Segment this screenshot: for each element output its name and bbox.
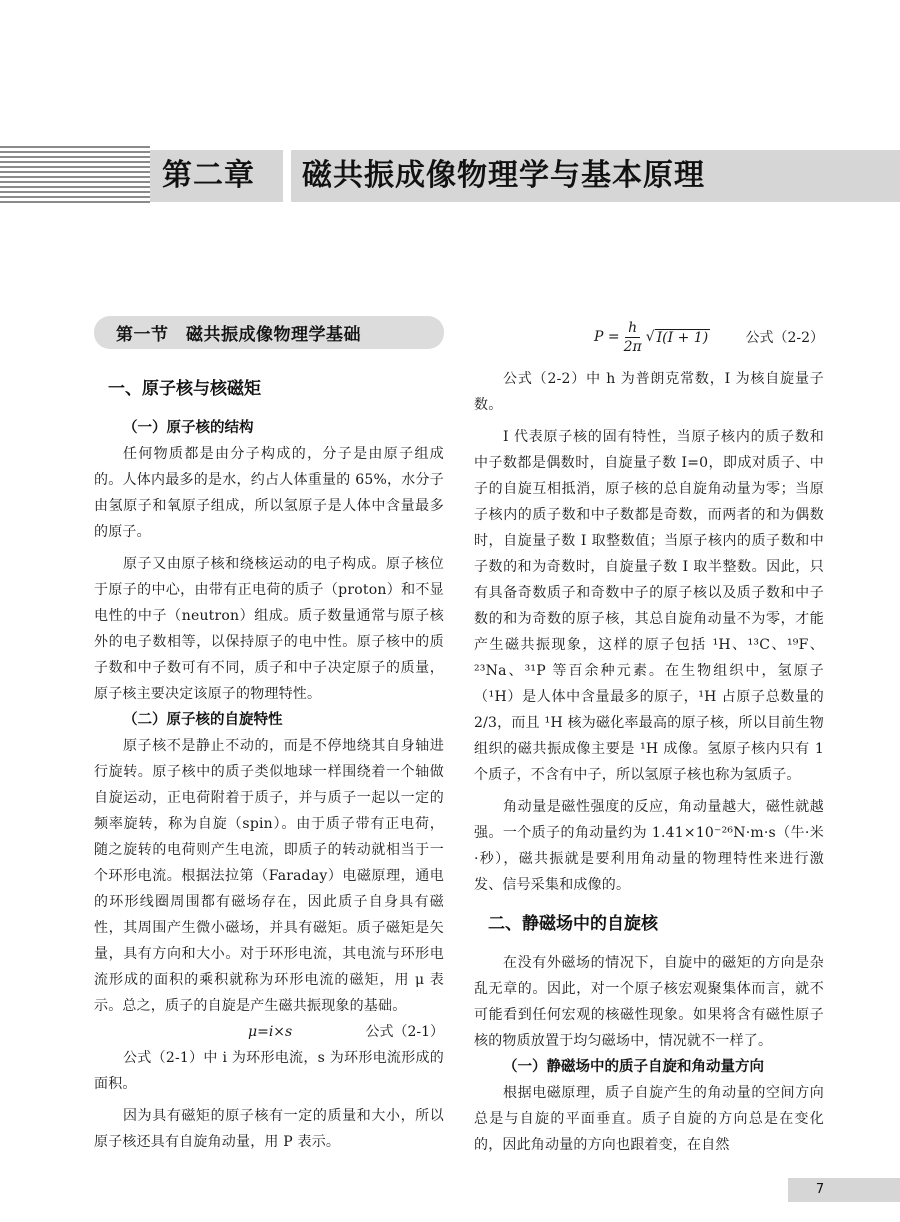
paragraph: 任何物质都是由分子构成的，分子是由原子组成的。人体内最多的是水，约占人体重量的 65%，水分子由氢原子和氧原子组成，所以氢原子是人体中含量最多的原子。 bbox=[94, 446, 444, 540]
chapter-number: 第二章 bbox=[162, 158, 255, 193]
page-number-box bbox=[788, 1178, 900, 1202]
paragraph: 公式（2-1）中 i 为环形电流，s 为环形电流形成的面积。 bbox=[94, 1050, 444, 1092]
heading-nucleus-magnetic-moment: 一、原子核与核磁矩 bbox=[108, 379, 261, 399]
heading-spin-in-static-field: 二、静磁场中的自旋核 bbox=[488, 914, 658, 934]
formula-2-2-sqrt bbox=[646, 329, 710, 346]
paragraph: 原子核不是静止不动的，而是不停地绕其自身轴进行旋转。原子核中的质子类似地球一样围绕着一个轴做自旋运动，正电荷附着于质子，并与质子一起以一定的频率旋转，称为自旋（spin）。由于质子带有正电荷，随之旋转的电荷则产生电流，即质子的转动就相当于一个环形电流。根据法拉第（Faraday）电磁原理，通电的环形线圈周围都有磁场存在，因此质子自身具有磁性，其周围产生微小磁场，并具有磁矩。质子磁矩是矢量，具有方向和大小。对于环形电流，其电流与环形电流形成的面积的乘积就称为环形电流的磁矩，用 μ 表示。总之，质子的自旋是产生磁共振现象的基础。 bbox=[94, 738, 444, 1014]
section-heading bbox=[94, 316, 444, 349]
page-number: 7 bbox=[815, 1182, 825, 1197]
paragraph: 原子又由原子核和绕核运动的电子构成。原子核位于原子的中心，由带有正电荷的质子（proton）和不显电性的中子（neutron）组成。质子数量通常与原子核外的电子数相等，以保持原子的电中性。原子核中的质子数和中子数可有不同，质子和中子决定原子的质量，原子核主要决定该原子的物理特性。 bbox=[94, 556, 444, 702]
formula-2-2-lhs: P = bbox=[594, 329, 620, 345]
formula-2-2 bbox=[474, 314, 824, 360]
subheading-nucleus-structure: （一）原子核的结构 bbox=[123, 419, 254, 436]
formula-2-1 bbox=[94, 1019, 444, 1045]
paragraph: 公式（2-2）中 h 为普朗克常数，I 为核自旋量子数。 bbox=[474, 371, 824, 413]
paragraph: 角动量是磁性强度的反应，角动量越大，磁性就越强。一个质子的角动量约为 1.41×10⁻²⁶N·m·s（牛·米·秒），磁共振就是要利用角动量的物理特性来进行激发、信号采集和成像的。 bbox=[474, 799, 824, 893]
paragraph: 在没有外磁场的情况下，自旋中的磁矩的方向是杂乱无章的。因此，对一个原子核宏观聚集体而言，就不可能看到任何宏观的核磁性现象。如果将含有磁性原子核的物质放置于均匀磁场中，情况就不一样了。 bbox=[474, 955, 824, 1049]
formula-2-2-equation bbox=[594, 319, 710, 356]
chapter-title: 磁共振成像物理学与基本原理 bbox=[302, 158, 705, 193]
formula-2-2-numerator: h bbox=[625, 319, 640, 338]
formula-2-2-denominator: 2π bbox=[623, 338, 642, 355]
subheading-proton-spin-direction: （一）静磁场中的质子自旋和角动量方向 bbox=[503, 1058, 764, 1075]
paragraph: 根据电磁原理，质子自旋产生的角动量的空间方向总是与自旋的平面垂直。质子自旋的方向总是在变化的，因此角动量的方向也跟着变，在自然 bbox=[474, 1085, 824, 1153]
left-column bbox=[94, 316, 444, 1155]
right-column bbox=[474, 314, 824, 1158]
formula-2-1-label: 公式（2-1） bbox=[365, 1024, 444, 1040]
chapter-header-divider bbox=[283, 150, 291, 202]
formula-2-2-fraction bbox=[624, 319, 642, 356]
chapter-stripe-decoration bbox=[0, 146, 150, 206]
formula-2-1-equation: μ=i×s bbox=[248, 1024, 293, 1040]
sqrt-sign-icon: √ bbox=[645, 329, 655, 345]
subheading-nucleus-spin: （二）原子核的自旋特性 bbox=[123, 711, 283, 728]
paragraph: 因为具有磁矩的原子核有一定的质量和大小，所以原子核还具有自旋角动量，用 P 表示。 bbox=[94, 1108, 444, 1150]
formula-2-2-radicand: I(I + 1) bbox=[656, 329, 709, 346]
formula-2-2-label: 公式（2-2） bbox=[745, 330, 824, 346]
section-label: 第一节 磁共振成像物理学基础 bbox=[116, 325, 361, 345]
paragraph: I 代表原子核的固有特性，当原子核内的质子数和中子数都是偶数时，自旋量子数 I=0，即成对质子、中子的自旋互相抵消，原子核的总自旋角动量为零；当原子核内的质子数和中子数都是奇数，而两者的和为偶数时，自旋量子数 I 取整数值；当原子核内的质子数和中子数的和为奇数时，自旋量子数 I 取半整数。因此，只有具备奇数质子和奇数中子的原子核以及质子数和中子数的和为奇数的原子核，其总自旋角动量不为零，才能产生磁共振现象，这样的原子包括 ¹H、¹³C、¹⁹F、²³Na、³¹P 等百余种元素。在生物组织中，氢原子（¹H）是人体中含量最多的原子，¹H 占原子总数量的 2/3，而且 ¹H 核为磁化率最高的原子核，所以目前生物组织的磁共振成像主要是 ¹H 成像。氢原子核内只有 1 个质子，不含有中子，所以氢原子核也称为氢质子。 bbox=[474, 429, 824, 783]
